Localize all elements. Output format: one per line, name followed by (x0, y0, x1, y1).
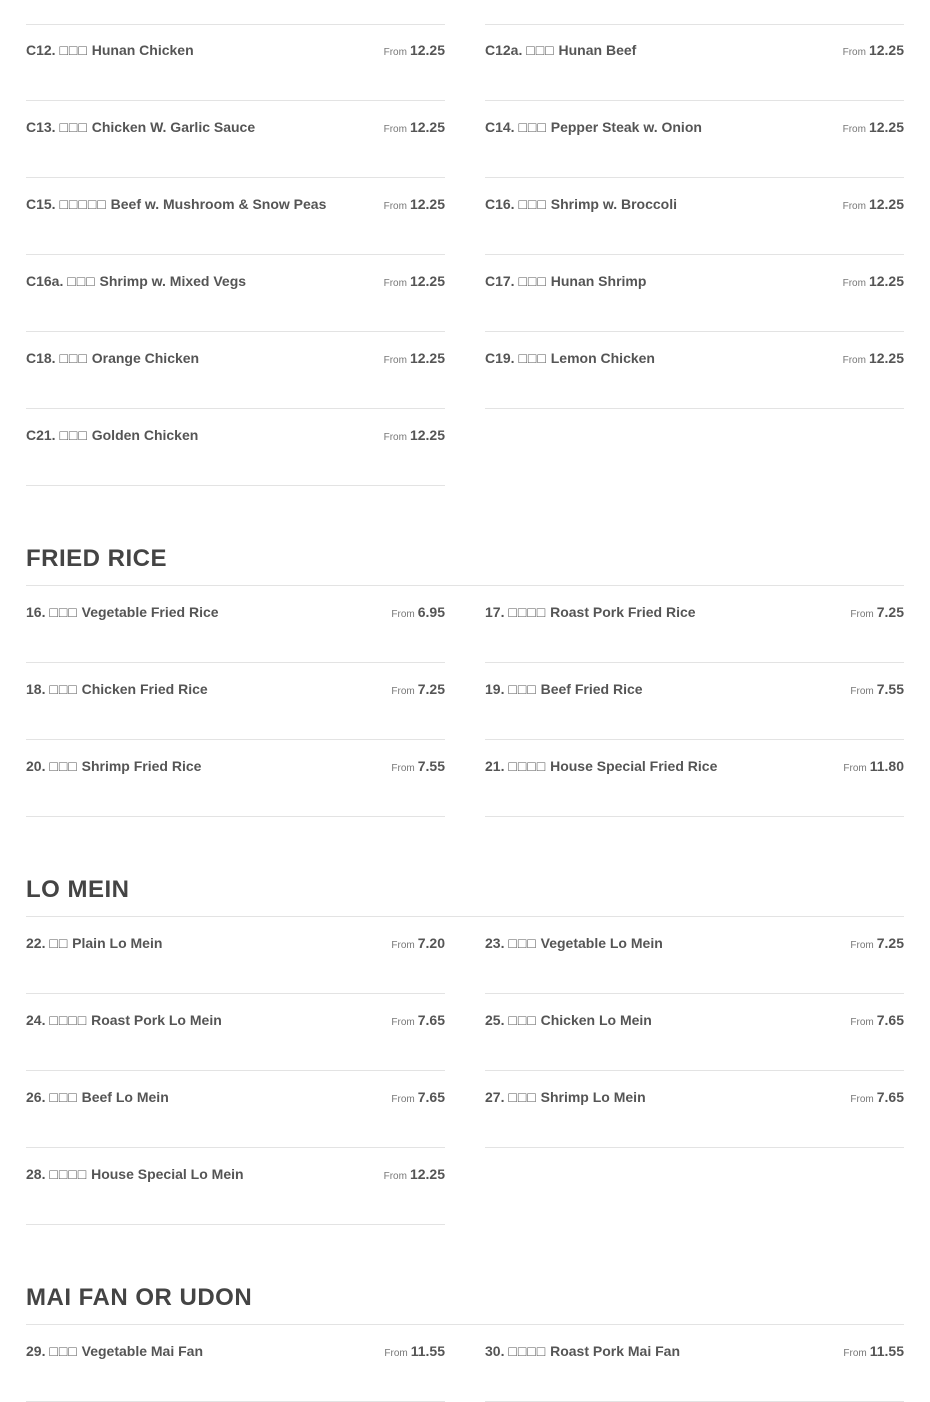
from-label: From (843, 763, 867, 774)
menu-item-title: Chicken Lo Mein (540, 1012, 652, 1028)
menu-item-chinese-name: □□□ (508, 681, 537, 697)
menu-item-code: C21. (26, 427, 56, 443)
menu-item-title: Lemon Chicken (550, 350, 655, 366)
price-amount: 11.80 (869, 758, 904, 774)
menu-item-title: House Special Lo Mein (91, 1166, 244, 1182)
menu-item-title: Beef Fried Rice (540, 681, 643, 697)
menu-item-chinese-name: □□□ (49, 758, 78, 774)
menu-page (26, 0, 904, 1402)
divider (485, 24, 904, 25)
menu-item-title: Roast Pork Mai Fan (550, 1343, 680, 1359)
menu-item-code: C16a. (26, 273, 64, 289)
menu-item-name (26, 42, 194, 58)
menu-item-name (26, 1343, 203, 1359)
menu-item-chinese-name: □□□□ (49, 1166, 88, 1182)
menu-item-name (485, 273, 646, 289)
menu-item-price (384, 42, 445, 61)
menu-item-chinese-name: □□□ (518, 119, 547, 135)
menu-item-price (391, 935, 445, 954)
menu-item-chinese-name: □□□ (59, 427, 88, 443)
menu-item-title: Hunan Chicken (91, 42, 194, 58)
menu-item-title: Plain Lo Mein (72, 935, 163, 951)
menu-item-name (485, 681, 643, 697)
price-amount: 7.20 (417, 935, 445, 951)
menu-item-title: House Special Fried Rice (550, 758, 718, 774)
menu-item-chinese-name: □□ (49, 935, 69, 951)
from-label: From (850, 1094, 874, 1105)
price-amount: 7.65 (876, 1089, 904, 1105)
section-mai-fan-or-udon (26, 1284, 904, 1402)
menu-item-title: Roast Pork Lo Mein (91, 1012, 222, 1028)
menu-item-code: 26. (26, 1089, 46, 1105)
menu-item-code: 20. (26, 758, 46, 774)
from-label: From (842, 355, 866, 366)
menu-item-price (850, 1012, 904, 1031)
menu-item-price (384, 273, 445, 292)
menu-item-code: C19. (485, 350, 515, 366)
from-label: From (391, 1017, 415, 1028)
menu-item[interactable] (26, 917, 445, 994)
from-label: From (850, 940, 874, 951)
menu-item-price (843, 42, 904, 61)
from-label: From (850, 1017, 874, 1028)
menu-item[interactable] (26, 1148, 445, 1225)
menu-item[interactable] (485, 917, 904, 994)
menu-item-code: 23. (485, 935, 505, 951)
from-label: From (384, 1348, 408, 1359)
menu-item[interactable] (485, 255, 904, 332)
menu-item-code: 16. (26, 604, 46, 620)
menu-item[interactable] (26, 24, 445, 101)
price-amount: 7.25 (876, 935, 904, 951)
price-amount: 7.65 (876, 1012, 904, 1028)
from-label: From (842, 278, 866, 289)
menu-item-chinese-name: □□□ (518, 273, 547, 289)
menu-item-price (843, 119, 904, 138)
from-label: From (842, 124, 866, 135)
menu-item-chinese-name: □□□ (526, 42, 555, 58)
menu-item-title: Beef Lo Mein (81, 1089, 169, 1105)
menu-item-code: 21. (485, 758, 505, 774)
menu-item-title: Shrimp w. Mixed Vegs (99, 273, 247, 289)
from-label: From (843, 1348, 867, 1359)
menu-item-chinese-name: □□□□ (508, 758, 547, 774)
menu-item-name (26, 681, 208, 697)
menu-items-grid (26, 1325, 904, 1402)
menu-item-chinese-name: □□□ (508, 1012, 537, 1028)
menu-item-title: Golden Chicken (91, 427, 199, 443)
previous-section-tail (26, 0, 904, 24)
price-amount: 12.25 (409, 1166, 445, 1182)
price-amount: 6.95 (417, 604, 445, 620)
menu-item-price (850, 935, 904, 954)
price-amount: 11.55 (410, 1343, 445, 1359)
menu-item-price (843, 1343, 904, 1362)
from-label: From (383, 432, 407, 443)
menu-item-chinese-name: □□□ (59, 119, 88, 135)
menu-item-name (26, 604, 219, 620)
menu-item-chinese-name: □□□□ (49, 1012, 88, 1028)
menu-item-chinese-name: □□□ (59, 350, 88, 366)
price-amount: 12.25 (409, 273, 445, 289)
menu-item[interactable] (26, 255, 445, 332)
menu-item[interactable] (485, 586, 904, 663)
menu-item[interactable] (485, 178, 904, 255)
menu-item[interactable] (26, 101, 445, 178)
menu-item-price (850, 681, 904, 700)
menu-item-name (485, 42, 636, 58)
menu-item-name (26, 273, 246, 289)
menu-item-title: Shrimp Fried Rice (81, 758, 202, 774)
from-label: From (383, 201, 407, 212)
price-amount: 7.25 (876, 604, 904, 620)
from-label: From (842, 47, 866, 58)
menu-items-grid (26, 24, 904, 486)
menu-item-price (843, 273, 904, 292)
menu-item[interactable] (485, 994, 904, 1071)
menu-item-title: Beef w. Mushroom & Snow Peas (110, 196, 327, 212)
menu-item-code: 30. (485, 1343, 505, 1359)
menu-item-title: Shrimp w. Broccoli (550, 196, 678, 212)
section-title: MAI FAN OR UDON (26, 1284, 904, 1325)
menu-item-name (26, 1089, 169, 1105)
price-amount: 11.55 (869, 1343, 904, 1359)
menu-item-price (850, 604, 904, 623)
menu-item-title: Chicken Fried Rice (81, 681, 208, 697)
menu-item-price (391, 604, 445, 623)
menu-item-name (26, 758, 201, 774)
menu-item-code: 25. (485, 1012, 505, 1028)
menu-item-code: 19. (485, 681, 505, 697)
menu-item-name (485, 119, 702, 135)
menu-item-chinese-name: □□□□□ (59, 196, 107, 212)
menu-item-code: C12. (26, 42, 56, 58)
menu-item-price (384, 1343, 445, 1362)
menu-item-price (391, 681, 445, 700)
menu-item-chinese-name: □□□ (49, 1089, 78, 1105)
from-label: From (850, 686, 874, 697)
menu-item-price (850, 1089, 904, 1108)
menu-item-name (26, 427, 198, 443)
menu-item-code: C12a. (485, 42, 523, 58)
menu-item-chinese-name: □□□ (518, 196, 547, 212)
menu-item-code: C13. (26, 119, 56, 135)
price-amount: 12.25 (868, 273, 904, 289)
price-amount: 7.55 (876, 681, 904, 697)
price-amount: 12.25 (868, 350, 904, 366)
menu-item-code: C14. (485, 119, 515, 135)
from-label: From (391, 940, 415, 951)
menu-item-name (26, 1166, 244, 1182)
menu-item-price (391, 1012, 445, 1031)
menu-item-title: Pepper Steak w. Onion (550, 119, 702, 135)
section-lo-mein (26, 876, 904, 1225)
menu-item[interactable] (485, 332, 904, 409)
menu-item[interactable] (26, 1071, 445, 1148)
menu-item-price (384, 119, 445, 138)
menu-item-price (384, 427, 445, 446)
menu-item-price (843, 196, 904, 215)
menu-item-code: 22. (26, 935, 46, 951)
menu-item-code: C15. (26, 196, 56, 212)
menu-item-name (485, 196, 677, 212)
price-amount: 12.25 (409, 196, 445, 212)
from-label: From (383, 355, 407, 366)
menu-item-code: 28. (26, 1166, 46, 1182)
menu-item-chinese-name: □□□ (508, 935, 537, 951)
menu-item-chinese-name: □□□ (518, 350, 547, 366)
price-amount: 12.25 (868, 196, 904, 212)
price-amount: 12.25 (409, 427, 445, 443)
menu-item-price (384, 196, 445, 215)
menu-item-title: Chicken W. Garlic Sauce (91, 119, 256, 135)
menu-item-title: Vegetable Lo Mein (540, 935, 663, 951)
menu-item[interactable] (26, 1325, 445, 1402)
menu-item-code: C17. (485, 273, 515, 289)
menu-item-price (843, 758, 904, 777)
menu-item-price (391, 1089, 445, 1108)
menu-item-name (485, 1012, 652, 1028)
price-amount: 12.25 (868, 42, 904, 58)
menu-item[interactable] (26, 178, 445, 255)
menu-item-chinese-name: □□□ (59, 42, 88, 58)
menu-item-title: Orange Chicken (91, 350, 200, 366)
menu-item-name (485, 350, 655, 366)
section-title: FRIED RICE (26, 545, 904, 586)
menu-item[interactable] (485, 740, 904, 817)
menu-item-code: 27. (485, 1089, 505, 1105)
price-amount: 7.55 (417, 758, 445, 774)
menu-item-code: C18. (26, 350, 56, 366)
from-label: From (850, 609, 874, 620)
menu-item[interactable] (26, 586, 445, 663)
menu-item-title: Roast Pork Fried Rice (550, 604, 696, 620)
menu-item-code: 29. (26, 1343, 46, 1359)
price-amount: 12.25 (868, 119, 904, 135)
from-label: From (391, 609, 415, 620)
menu-item[interactable] (26, 740, 445, 817)
menu-item[interactable] (26, 663, 445, 740)
from-label: From (383, 124, 407, 135)
menu-items-grid (26, 917, 904, 1225)
price-amount: 12.25 (409, 119, 445, 135)
menu-item-price (384, 1166, 445, 1185)
from-label: From (391, 763, 415, 774)
section-title: LO MEIN (26, 876, 904, 917)
menu-item-code: 24. (26, 1012, 46, 1028)
menu-item[interactable] (485, 1071, 904, 1148)
menu-item-name (26, 1012, 222, 1028)
menu-item-chinese-name: □□□ (49, 604, 78, 620)
divider (26, 24, 445, 25)
from-label: From (391, 686, 415, 697)
menu-item[interactable] (485, 101, 904, 178)
section-house-specials (26, 24, 904, 486)
menu-item-name (26, 119, 255, 135)
menu-item-code: 18. (26, 681, 46, 697)
section-fried-rice (26, 545, 904, 817)
menu-item-title: Vegetable Fried Rice (81, 604, 219, 620)
menu-item-code: C16. (485, 196, 515, 212)
price-amount: 12.25 (409, 350, 445, 366)
from-label: From (383, 1171, 407, 1182)
price-amount: 7.25 (417, 681, 445, 697)
menu-item[interactable] (26, 332, 445, 409)
menu-item[interactable] (26, 994, 445, 1071)
menu-item-name (26, 350, 199, 366)
price-amount: 7.65 (417, 1089, 445, 1105)
menu-item-title: Hunan Shrimp (550, 273, 647, 289)
menu-item-price (391, 758, 445, 777)
menu-item-chinese-name: □□□ (508, 1089, 537, 1105)
from-label: From (383, 278, 407, 289)
menu-item-chinese-name: □□□ (67, 273, 96, 289)
menu-item-name (26, 935, 162, 951)
menu-item-chinese-name: □□□ (49, 1343, 78, 1359)
menu-item-chinese-name: □□□ (49, 681, 78, 697)
menu-item-chinese-name: □□□□ (508, 604, 547, 620)
price-amount: 12.25 (409, 42, 445, 58)
menu-item-title: Shrimp Lo Mein (540, 1089, 646, 1105)
menu-item-name (485, 604, 696, 620)
menu-item-name (26, 196, 326, 212)
menu-item-name (485, 935, 663, 951)
menu-item-name (485, 758, 717, 774)
menu-item-title: Hunan Beef (558, 42, 637, 58)
from-label: From (391, 1094, 415, 1105)
menu-item-chinese-name: □□□□ (508, 1343, 547, 1359)
menu-item-code: 17. (485, 604, 505, 620)
price-amount: 7.65 (417, 1012, 445, 1028)
menu-item-price (384, 350, 445, 369)
menu-item[interactable] (485, 24, 904, 101)
menu-item[interactable] (485, 663, 904, 740)
menu-item-title: Vegetable Mai Fan (81, 1343, 203, 1359)
menu-item-price (843, 350, 904, 369)
menu-items-grid (26, 586, 904, 817)
menu-item-name (485, 1343, 680, 1359)
from-label: From (383, 47, 407, 58)
from-label: From (842, 201, 866, 212)
menu-item[interactable] (26, 409, 445, 486)
menu-item[interactable] (485, 1325, 904, 1402)
menu-item-name (485, 1089, 646, 1105)
